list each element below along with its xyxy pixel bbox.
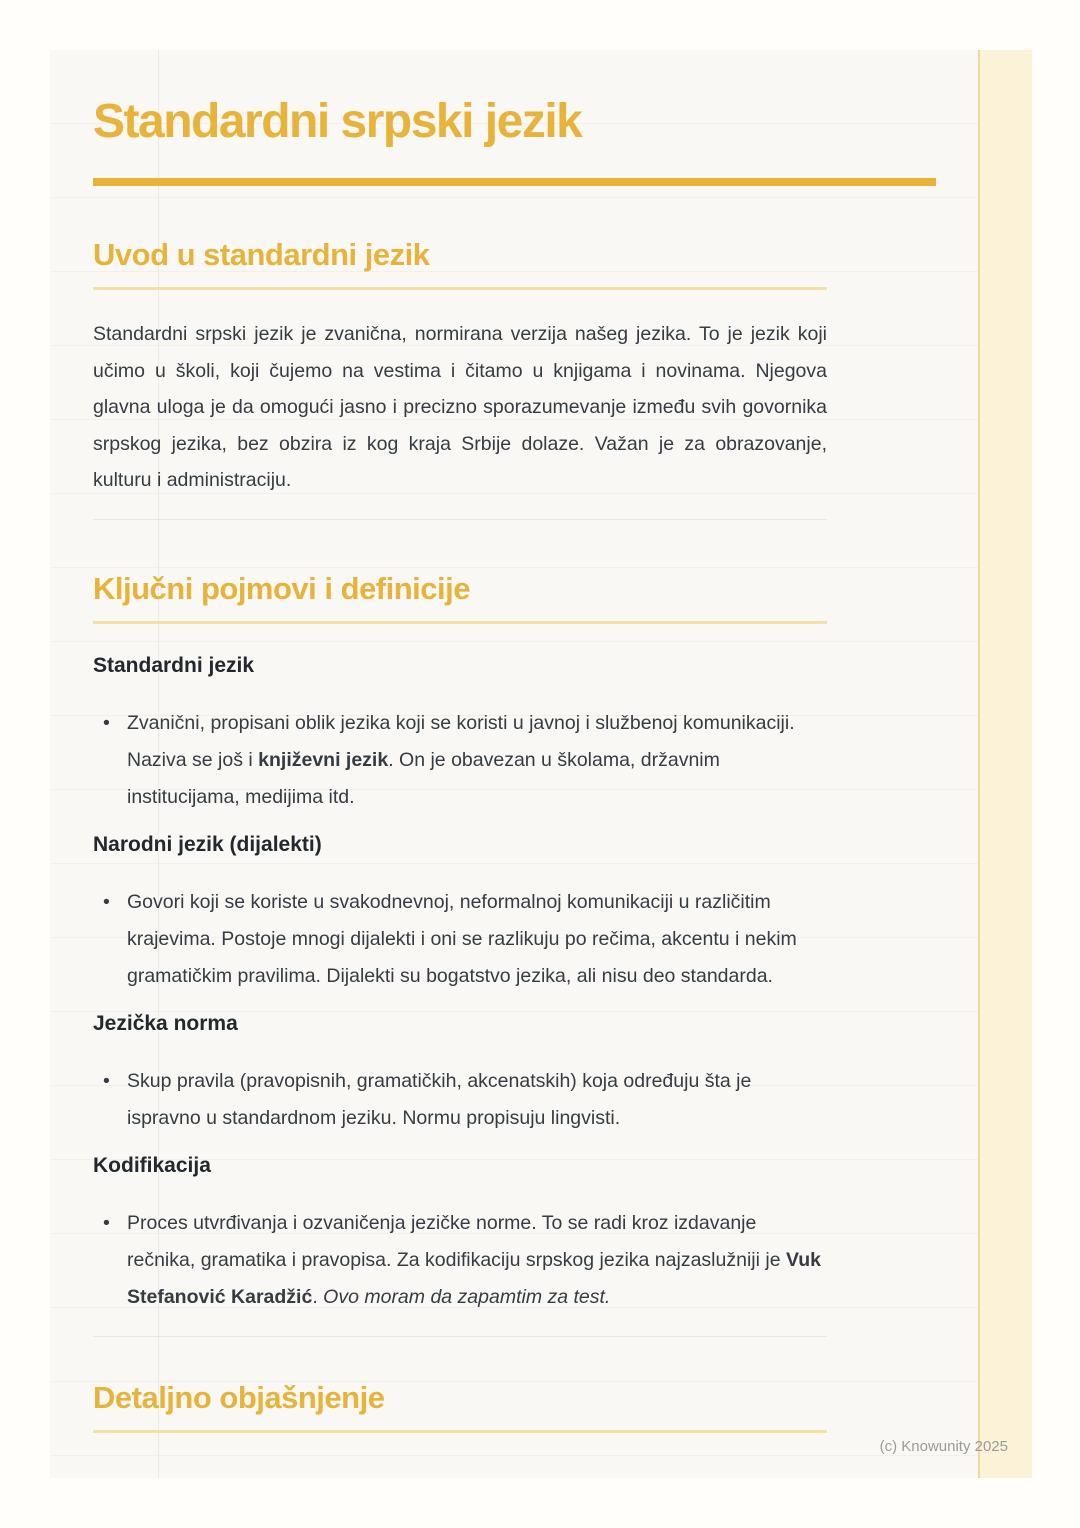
definition-list xyxy=(93,884,827,995)
title-divider-rule xyxy=(93,178,936,186)
term-heading: Standardni jezik xyxy=(93,653,255,677)
intro-paragraph: Standardni srpski jezik je zvanična, normirana verzija našeg jezika. To je jezik koji učimo u školi, koji čujemo na vestima i čitamo u knjigama i novinama. Njegova glavna uloga je da omogući jasno i precizno sporazumevanje između svih govornika srpskog jezika, bez obzira iz kog kraja Srbije dolaze. Važan je za obrazovanje, kulturu i administraciju. xyxy=(93,323,827,491)
definition-text: Skup pravila (pravopisnih, gramatičkih, akcenatskih) koja određuju šta je ispravno u standardnom jeziku. Normu propisuju lingvisti. xyxy=(127,1069,752,1129)
page-title: Standardni srpski jezik xyxy=(93,95,582,148)
definition-text: . On je obavezan u školama, državnim institucijama, medijima itd. xyxy=(127,748,720,808)
definition-text: Zvanični, propisani oblik jezika koji se koristi u javnoj i službenoj komunikaciji. Naziva se još i xyxy=(127,711,795,771)
term-heading: Kodifikacija xyxy=(93,1153,211,1177)
definition-entry xyxy=(93,653,940,816)
definition-list xyxy=(93,705,827,816)
definition-text: Govori koji se koriste u svakodnevnoj, neformalnoj komunikaciji u različitim krajevima. Postoje mnogi dijalekti i oni se razlikuju po rečima, akcentu i nekim gramatičkim pravilima. Dijalekti su bogatstvo jezika, ali nisu deo standarda. xyxy=(127,890,797,987)
list-item xyxy=(93,884,827,995)
key-concepts-heading: Ključni pojmovi i definicije xyxy=(93,571,827,624)
definition-text: . xyxy=(312,1285,324,1308)
definition-entry xyxy=(93,832,940,995)
term-heading: Jezička norma xyxy=(93,1011,238,1035)
section-detail xyxy=(93,1380,940,1433)
definition-list xyxy=(93,1063,827,1137)
definition-list xyxy=(93,1205,827,1316)
section-divider xyxy=(93,519,827,520)
definition-text-italic: Ovo moram da zapamtim za test. xyxy=(323,1285,611,1308)
intro-heading: Uvod u standardni jezik xyxy=(93,237,827,290)
list-item xyxy=(93,1205,827,1316)
definition-entry xyxy=(93,1153,940,1316)
term-heading: Narodni jezik (dijalekti) xyxy=(93,832,322,856)
document-content xyxy=(50,50,940,1433)
section-intro xyxy=(93,237,940,499)
notebook-page xyxy=(50,50,1032,1478)
list-item xyxy=(93,1063,827,1137)
section-divider xyxy=(93,1336,827,1337)
detail-heading: Detaljno objašnjenje xyxy=(93,1380,827,1433)
definition-entry xyxy=(93,1011,940,1137)
definition-text-bold: književni jezik xyxy=(258,748,389,771)
list-item xyxy=(93,705,827,816)
section-key-concepts xyxy=(93,571,940,1316)
binding-strip xyxy=(978,50,1032,1478)
definition-text: Proces utvrđivanja i ozvaničenja jezičke norme. To se radi kroz izdavanje rečnika, gramatika i pravopisa. Za kodifikaciju srpskog jezika najzaslužniji je xyxy=(127,1211,786,1271)
definition-text-bold: Vuk Stefanović Karadžić xyxy=(127,1248,822,1308)
watermark: (c) Knowunity 2025 xyxy=(879,1438,1008,1455)
